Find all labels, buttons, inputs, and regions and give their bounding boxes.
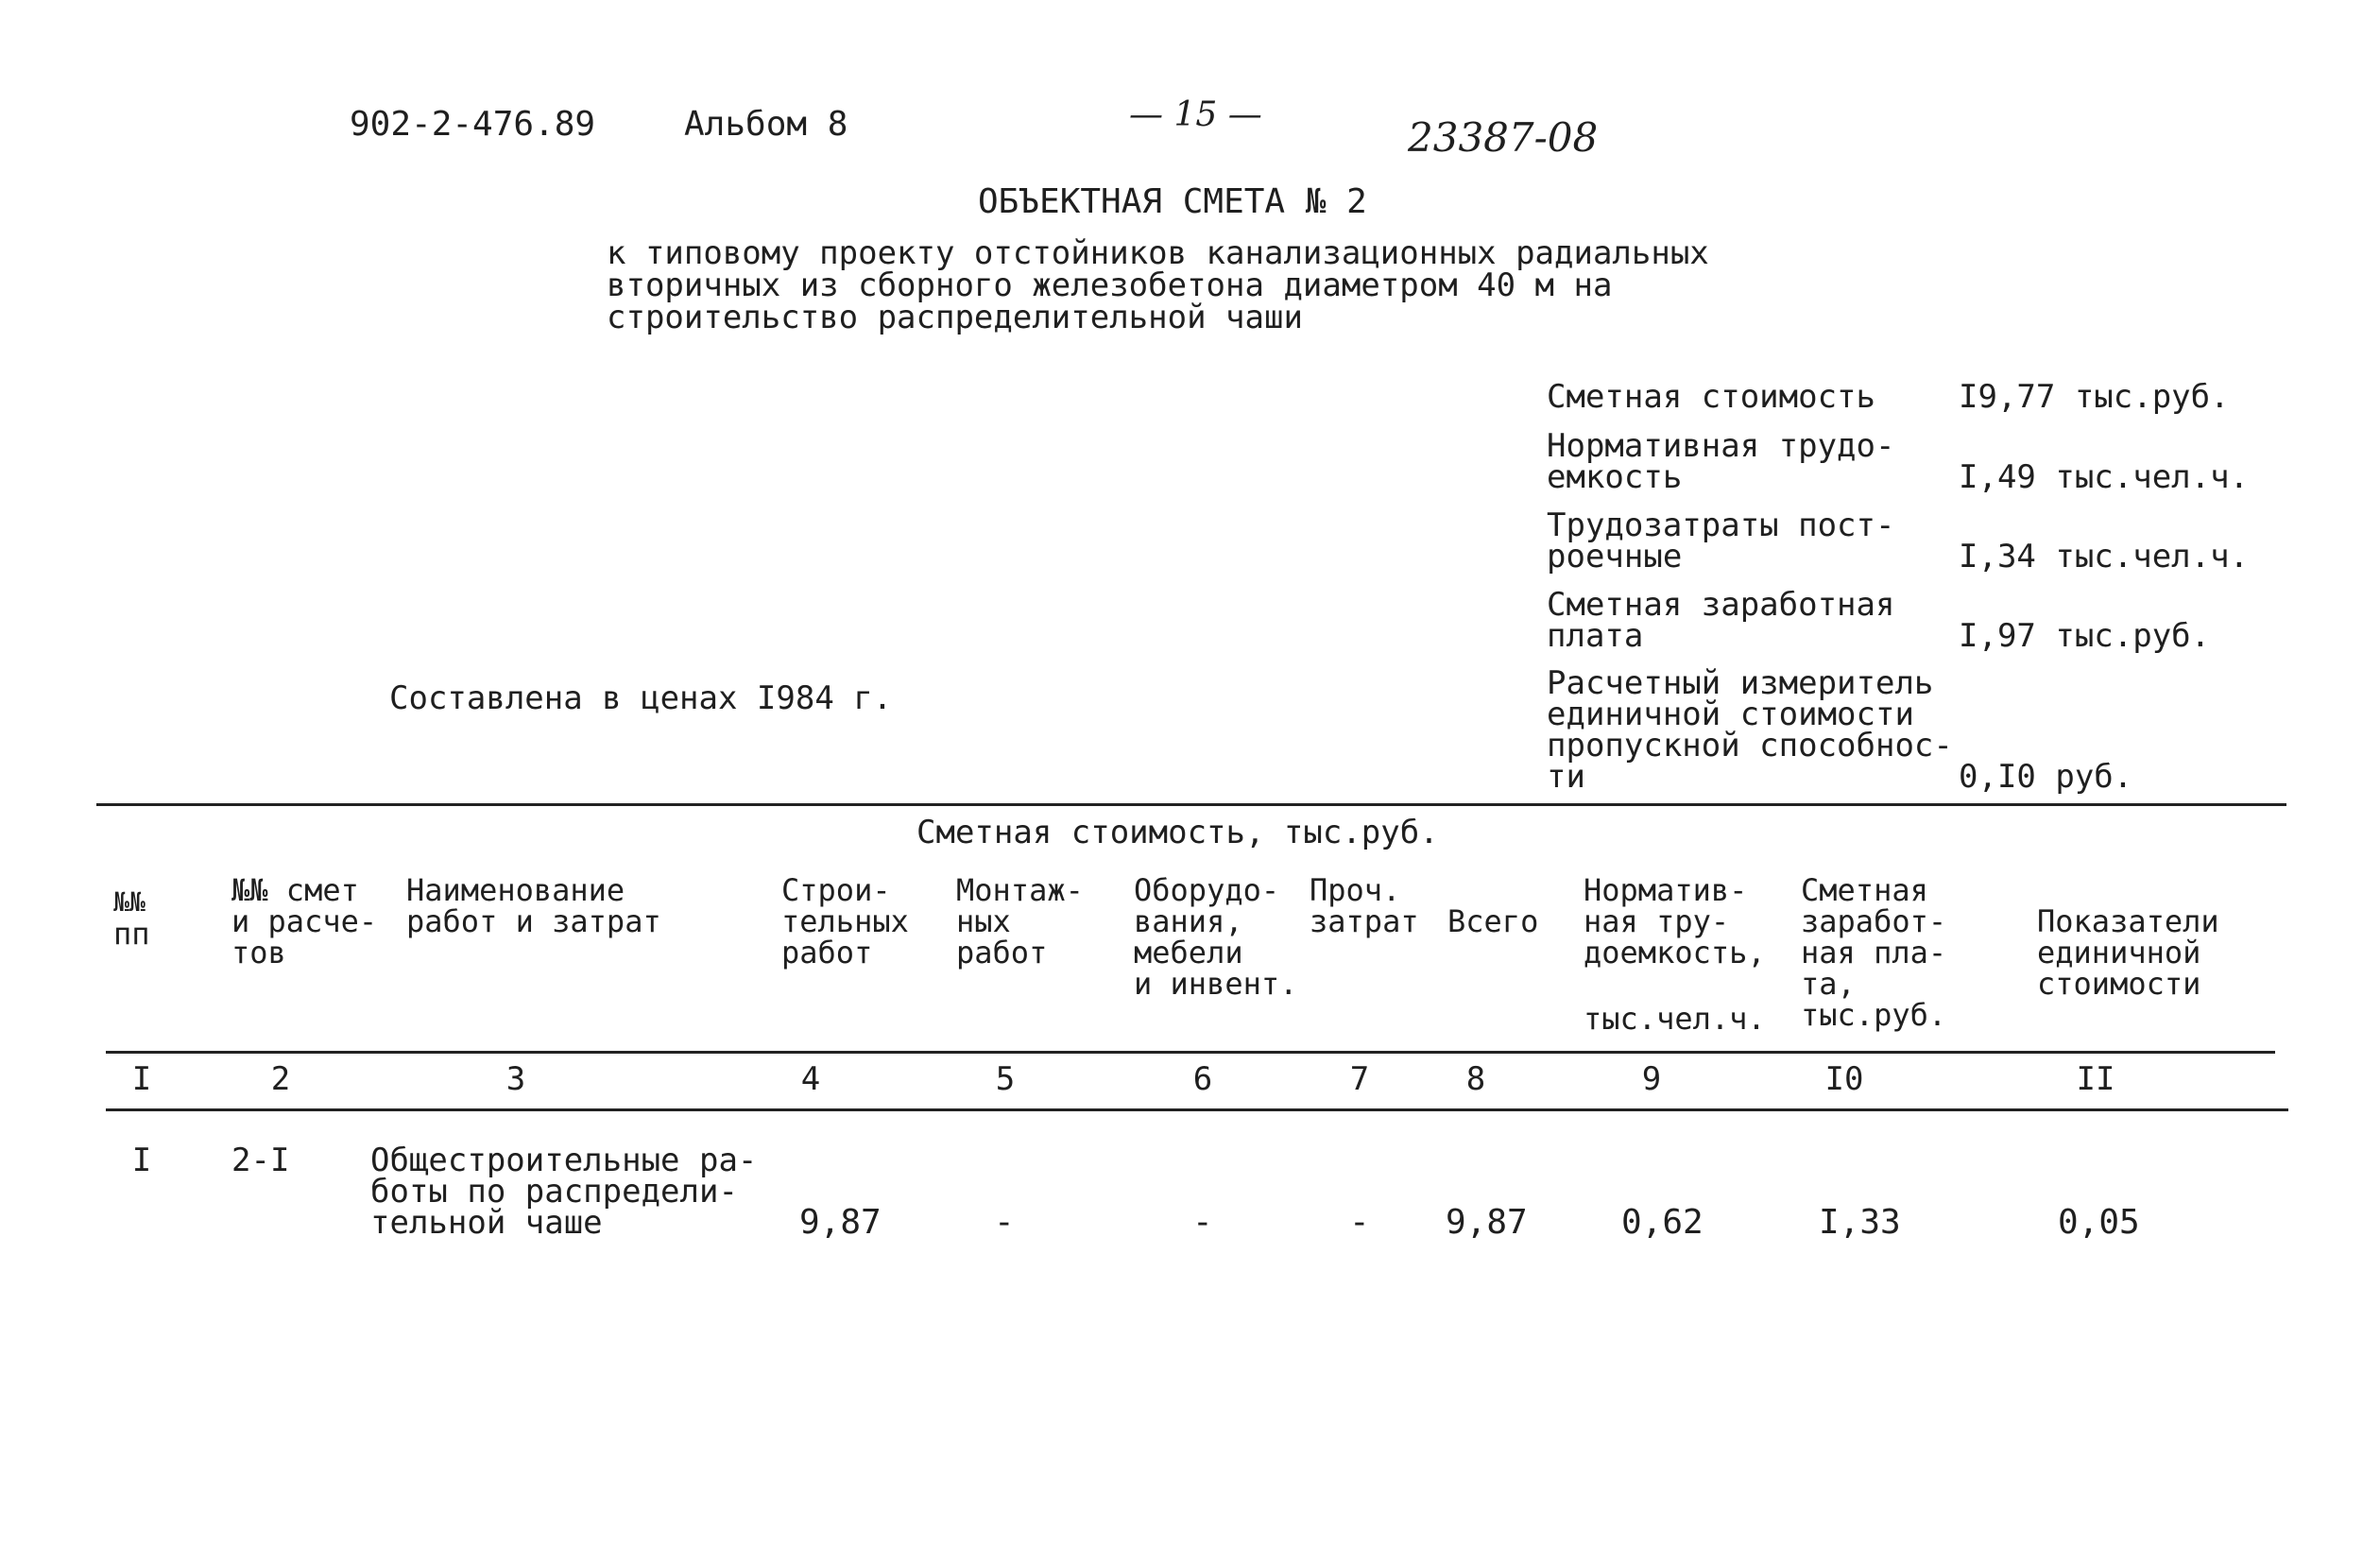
column-header: работ xyxy=(781,935,873,970)
document-title: ОБЪЕКТНАЯ СМЕТА № 2 xyxy=(978,182,1367,221)
total-cost: 9,87 xyxy=(1446,1203,1528,1242)
summary-label: Нормативная трудо- xyxy=(1547,427,1895,465)
column-header: №№ xyxy=(113,886,146,918)
prices-note: Составлена в ценах I984 г. xyxy=(389,679,893,717)
column-header: Строи- xyxy=(781,872,891,908)
summary-label: Трудозатраты пост- xyxy=(1547,507,1895,544)
column-header: пп xyxy=(113,916,150,952)
column-number: 6 xyxy=(1192,1060,1213,1098)
numbers-bottom-rule xyxy=(106,1108,2288,1111)
column-header: заработ- xyxy=(1801,903,1947,939)
column-header: Норматив- xyxy=(1584,872,1748,908)
column-header: тыс.руб. xyxy=(1801,997,1947,1033)
summary-label: пропускной способнос- xyxy=(1547,727,1953,764)
column-header: и расче- xyxy=(231,903,378,939)
table-top-rule xyxy=(96,803,2286,806)
column-header: стоимости xyxy=(2037,966,2201,1002)
column-header: Наименование xyxy=(406,872,625,908)
summary-value: I,34 тыс.чел.ч. xyxy=(1959,538,2250,575)
column-header: тов xyxy=(231,935,286,970)
summary-value: I,49 тыс.чел.ч. xyxy=(1959,458,2250,496)
column-header: работ xyxy=(956,935,1048,970)
summary-label: Сметная стоимость xyxy=(1547,378,1875,416)
construction-cost: 9,87 xyxy=(799,1203,882,1242)
column-header: тельных xyxy=(781,903,909,939)
labor-intensity: 0,62 xyxy=(1621,1203,1704,1242)
wages: I,33 xyxy=(1819,1203,1901,1242)
column-header: мебели xyxy=(1134,935,1243,970)
summary-label: единичной стоимости xyxy=(1547,696,1914,733)
column-header: вания, xyxy=(1134,903,1243,939)
column-header: Монтаж- xyxy=(956,872,1084,908)
column-header: ная пла- xyxy=(1801,935,1947,970)
column-number: 2 xyxy=(270,1060,291,1098)
column-header: ная тру- xyxy=(1584,903,1730,939)
column-header: Оборудо- xyxy=(1134,872,1280,908)
column-number: 8 xyxy=(1465,1060,1486,1098)
other-cost: - xyxy=(1349,1203,1370,1242)
summary-label: емкость xyxy=(1547,458,1683,496)
column-number: 5 xyxy=(995,1060,1016,1098)
summary-value: I9,77 тыс.руб. xyxy=(1959,378,2230,416)
document-number: 902-2-476.89 xyxy=(350,105,596,144)
summary-label: Расчетный измеритель xyxy=(1547,664,1934,702)
column-number: I0 xyxy=(1824,1060,1864,1098)
column-header: затрат xyxy=(1310,903,1419,939)
subtitle-line: вторичных из сборного железобетона диаметром 40 м на xyxy=(607,266,1613,304)
work-name: Общестроительные ра- xyxy=(370,1142,758,1179)
column-header: Показатели xyxy=(2037,903,2219,939)
column-header: работ и затрат xyxy=(406,903,661,939)
summary-value: 0,I0 руб. xyxy=(1959,758,2133,796)
column-header: Сметная xyxy=(1801,872,1928,908)
column-number: II xyxy=(2076,1060,2115,1098)
column-number: 7 xyxy=(1349,1060,1370,1098)
inventory-number: 23387-08 xyxy=(1408,114,1599,161)
subtitle-line: строительство распределительной чаши xyxy=(607,299,1303,336)
header-bottom-rule xyxy=(106,1051,2275,1054)
column-header: доемкость, xyxy=(1584,935,1766,970)
album-label: Альбом 8 xyxy=(684,105,848,144)
column-header: та, xyxy=(1801,966,1856,1002)
summary-label: ти xyxy=(1547,758,1585,796)
work-name: тельной чаше xyxy=(370,1204,603,1242)
row-number: I xyxy=(131,1142,152,1179)
summary-value: I,97 тыс.руб. xyxy=(1959,617,2211,655)
summary-label: Сметная заработная xyxy=(1547,586,1895,624)
work-name: боты по распредели- xyxy=(370,1173,738,1211)
column-header: Всего xyxy=(1447,903,1539,939)
installation-cost: - xyxy=(994,1203,1015,1242)
column-header: Проч. xyxy=(1310,872,1401,908)
equipment-cost: - xyxy=(1192,1203,1213,1242)
summary-label: роечные xyxy=(1547,538,1683,575)
estimate-number: 2-I xyxy=(231,1142,290,1179)
unit-cost-indicator: 0,05 xyxy=(2058,1203,2140,1242)
column-header: единичной xyxy=(2037,935,2201,970)
column-header: ных xyxy=(956,903,1011,939)
column-number: 4 xyxy=(800,1060,821,1098)
column-number: I xyxy=(131,1060,152,1098)
table-group-header: Сметная стоимость, тыс.руб. xyxy=(916,814,1439,851)
column-header: тыс.чел.ч. xyxy=(1584,1001,1766,1037)
column-header: и инвент. xyxy=(1134,966,1298,1002)
page-number: — 15 — xyxy=(1129,95,1262,134)
column-number: 9 xyxy=(1641,1060,1662,1098)
column-header: №№ смет xyxy=(231,872,359,908)
subtitle-line: к типовому проекту отстойников канализационных радиальных xyxy=(607,234,1709,272)
column-number: 3 xyxy=(505,1060,526,1098)
summary-label: плата xyxy=(1547,617,1644,655)
